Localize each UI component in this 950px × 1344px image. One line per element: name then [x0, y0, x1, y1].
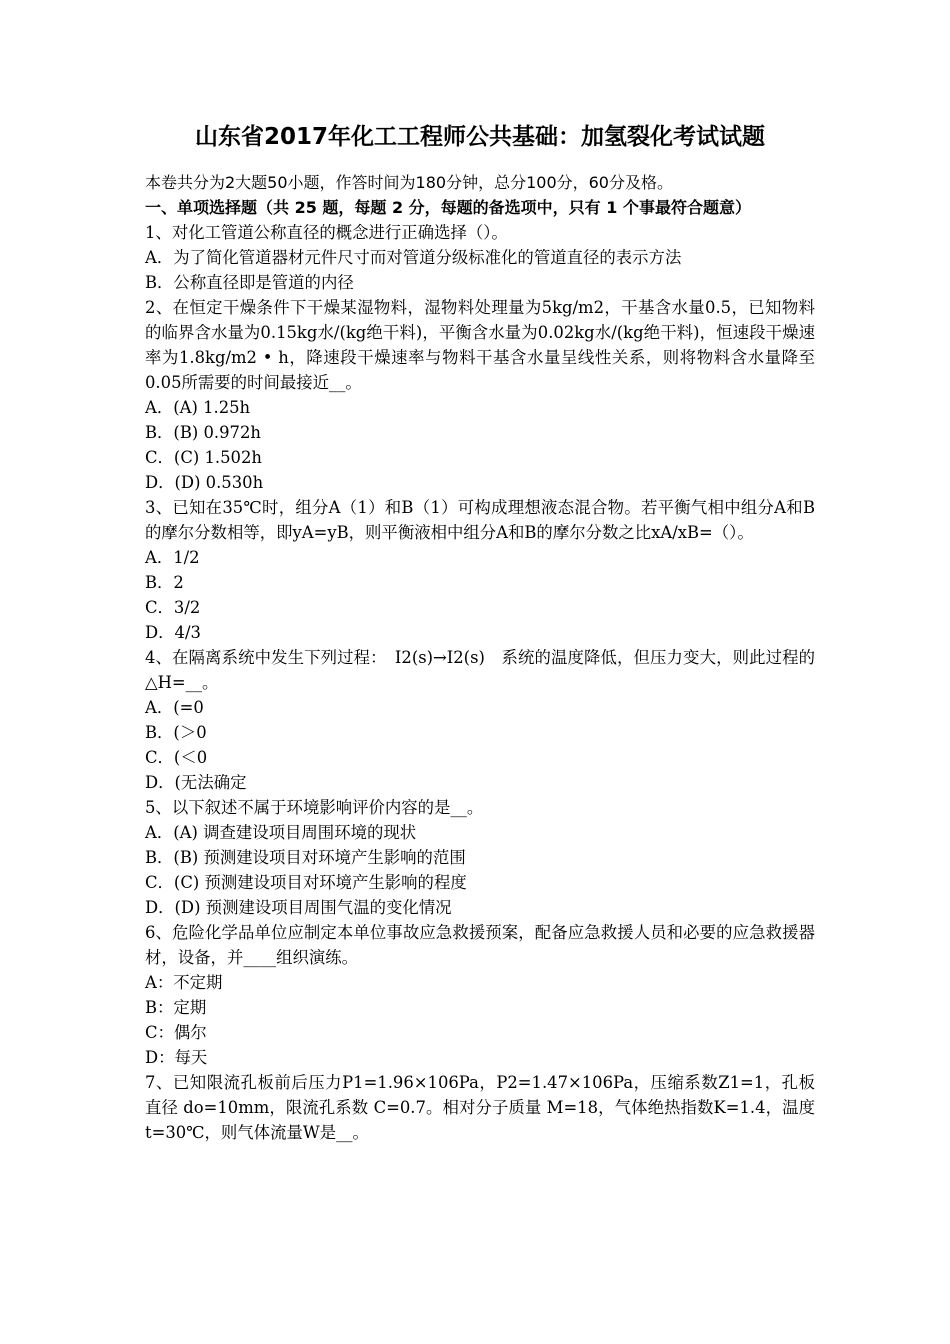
question-3 [145, 495, 815, 645]
question-7 [145, 1070, 815, 1145]
question-5 [145, 795, 815, 920]
option-a: A．(A) 调查建设项目周围环境的现状 [145, 823, 417, 842]
option-b: B．(B) 0.972h [145, 423, 261, 442]
option-b: B．2 [145, 573, 184, 592]
option-d: D．(无法确定 [145, 773, 247, 792]
option-b: B．(B) 预测建设项目对环境产生影响的范围 [145, 848, 466, 867]
option-d: D．(D) 0.530h [145, 473, 264, 492]
option-d: D：每天 [145, 1048, 208, 1067]
document-title: 山东省2017年化工工程师公共基础：加氢裂化考试试题 [194, 124, 765, 150]
exam-intro: 本卷共分为2大题50小题，作答时间为180分钟，总分100分，60分及格。 [145, 173, 673, 192]
option-b: B：定期 [145, 998, 207, 1017]
question-4 [145, 645, 815, 795]
option-a: A：不定期 [145, 973, 223, 992]
document-page [145, 112, 815, 1145]
option-c: C．3/2 [145, 598, 201, 617]
option-c: C．(＜0 [145, 748, 208, 767]
option-d: D．(D) 预测建设项目周围气温的变化情况 [145, 898, 452, 917]
question-6 [145, 920, 815, 1070]
question-2 [145, 295, 815, 495]
question-stem: 4、在隔离系统中发生下列过程： I2(s)→I2(s) 系统的温度降低，但压力变大，则此过程的△H=__。 [145, 648, 815, 692]
question-stem: 1、对化工管道公称直径的概念进行正确选择（）。 [145, 223, 508, 242]
section-heading: 一、单项选择题（共 25 题，每题 2 分，每题的备选项中，只有 1 个事最符合题意） [145, 198, 751, 217]
option-a: A．(=0 [145, 698, 204, 717]
option-c: C．(C) 预测建设项目对环境产生影响的程度 [145, 873, 467, 892]
question-stem: 7、已知限流孔板前后压力P1=1.96×106Pa，P2=1.47×106Pa，压缩系数Z1=1，孔板直径 do=10mm，限流孔系数 C=0.7。相对分子质量 M=18，气体绝热指数K=1.4，温度t=30℃，则气体流量W是__。 [145, 1073, 815, 1142]
option-c: C．(C) 1.502h [145, 448, 262, 467]
question-stem: 6、危险化学品单位应制定本单位事故应急救援预案，配备应急救援人员和必要的应急救援器材，设备，并____组织演练。 [145, 923, 815, 967]
question-stem: 3、已知在35℃时，组分A（1）和B（1）可构成理想液态混合物。若平衡气相中组分A和B的摩尔分数相等，即yA=yB，则平衡液相中组分A和B的摩尔分数之比xA/xB=（）。 [145, 498, 815, 542]
option-a: A．为了简化管道器材元件尺寸而对管道分级标准化的管道直径的表示方法 [145, 248, 682, 267]
option-b: B．(＞0 [145, 723, 207, 742]
option-c: C：偶尔 [145, 1023, 207, 1042]
option-b: B．公称直径即是管道的内径 [145, 273, 354, 292]
option-a: A．(A) 1.25h [145, 398, 251, 417]
question-1 [145, 220, 815, 295]
question-stem: 5、以下叙述不属于环境影响评价内容的是__。 [145, 798, 484, 817]
option-d: D．4/3 [145, 623, 201, 642]
option-a: A．1/2 [145, 548, 200, 567]
question-stem: 2、在恒定干燥条件下干燥某湿物料，湿物料处理量为5kg/m2，干基含水量0.5，已知物料的临界含水量为0.15kg水/(kg绝干料)，平衡含水量为0.02kg水/(kg绝干料)，恒速段干燥速率为1.8kg/m2 • h，降速段干燥速率与物料干基含水量呈线性关系，则将物料含水量降至0.05所需要的时间最接近__。 [145, 298, 815, 392]
